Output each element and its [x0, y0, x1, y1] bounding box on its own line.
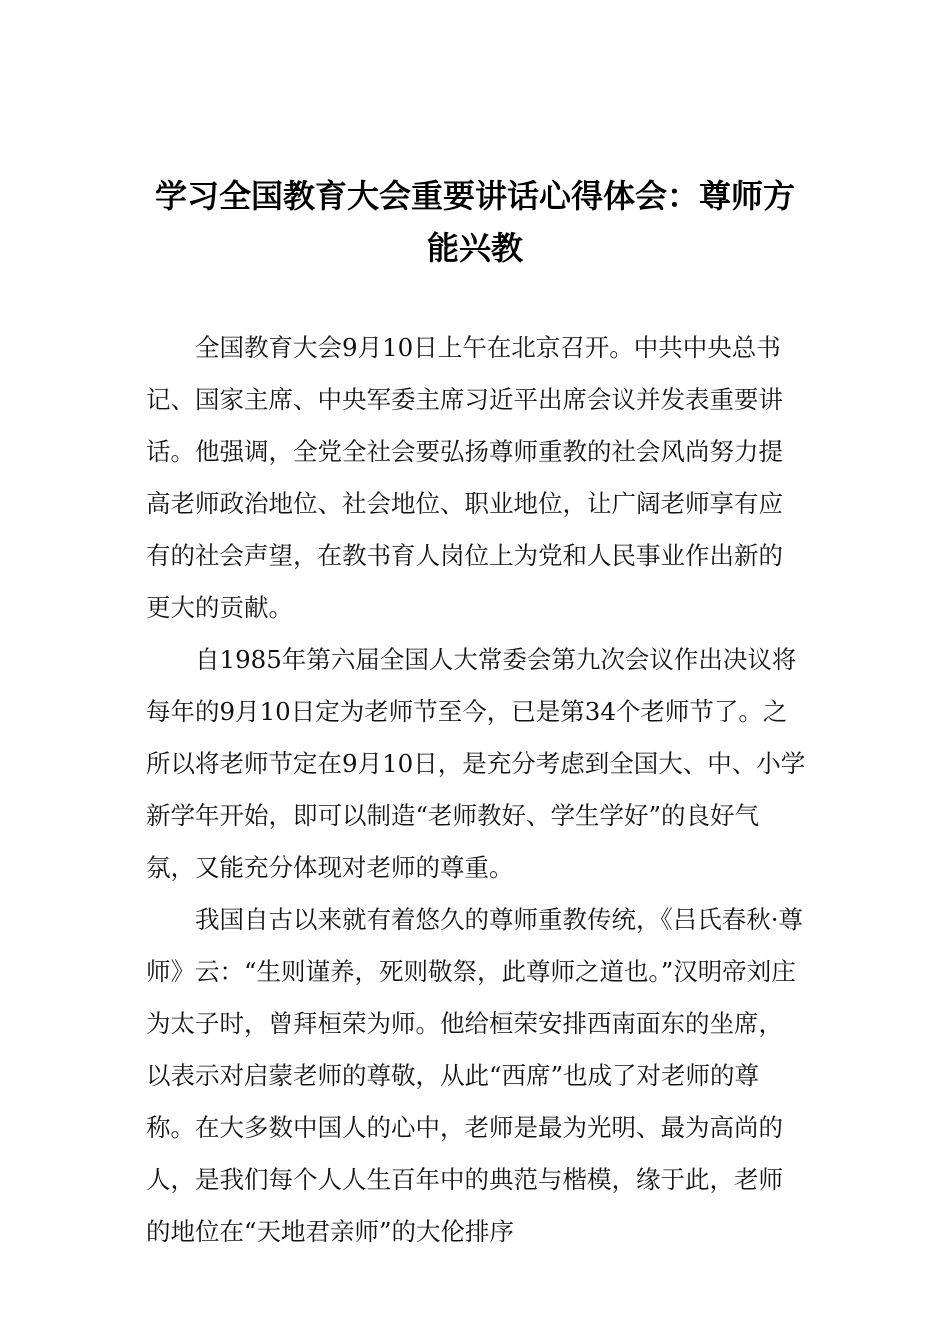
paragraph-3: 我国自古以来就有着悠久的尊师重教传统，《吕氏春秋·尊师》云：“生则谨养，死则敬祭，此尊师之道也。”汉明帝刘庄为太子时，曾拜桓荣为师。他给桓荣安排西南面东的坐席，以表示对启蒙老师的尊敬，从此“西席”也成了对老师的尊称。在大多数中国人的心中，老师是最为光明、最为高尚的人，是我们每个人人生百年中的典范与楷模，缘于此，老师的地位在“天地君亲师”的大伦排序	[146, 905, 804, 1246]
paragraph-1: 全国教育大会9月10日上午在北京召开。中共中央总书记、国家主席、中央军委主席习近平出席会议并发表重要讲话。他强调，全党全社会要弘扬尊师重教的社会风尚努力提高老师政治地位、社会地位、职业地位，让广阔老师享有应有的社会声望，在教书育人岗位上为党和人民事业作出新的更大的贡献。	[146, 333, 783, 622]
document-title: 学习全国教育大会重要讲话心得体会：尊师方能兴教	[154, 177, 795, 267]
paragraph-2: 自1985年第六届全国人大常委会第九次会议作出决议将每年的9月10日定为老师节至今，已是第34个老师节了。之所以将老师节定在9月10日，是充分考虑到全国大、中、小学新学年开始，即可以制造“老师教好、学生学好”的良好气氛，又能充分体现对老师的尊重。	[146, 645, 806, 882]
document-body	[146, 322, 806, 1258]
